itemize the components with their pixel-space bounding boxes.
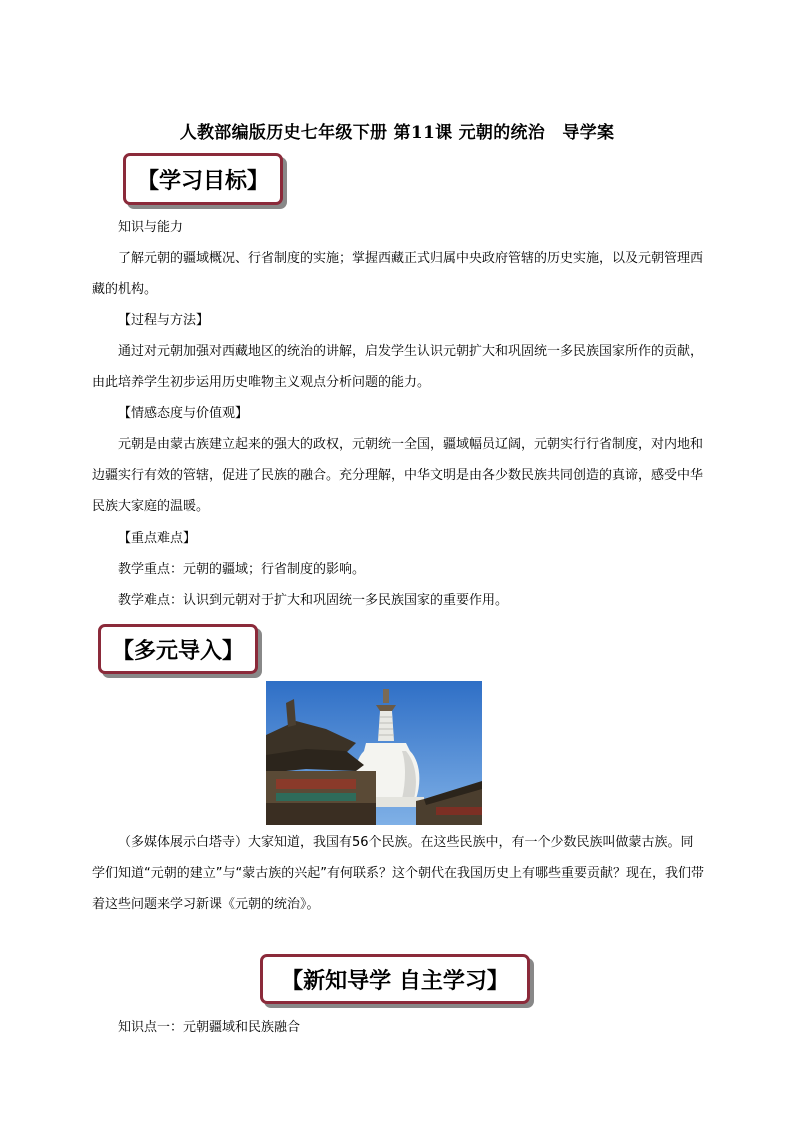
process-text: 通过对元朝加强对西藏地区的统治的讲解，启发学生认识元朝扩大和巩固统一多民族国家所作的贡献，由此培养学生初步运用历史唯物主义观点分析问题的能力。 [92, 344, 704, 390]
knowledge-label: 知识与能力 [118, 220, 184, 235]
knowledge-text: 了解元朝的疆域概况、行省制度的实施；掌握西藏正式归属中央政府管辖的历史实施，以及元朝管理西藏的机构。 [92, 251, 704, 297]
white-pagoda-photo [266, 681, 482, 825]
emotion-text: 元朝是由蒙古族建立起来的强大的政权，元朝统一全国，疆域幅员辽阔，元朝实行行省制度，对内地和边疆实行有效的管辖，促进了民族的融合。充分理解，中华文明是由各少数民族共同创造的真谛，感受中华民族大家庭的温暖。 [92, 437, 704, 514]
key-difficult-label: 【重点难点】 [118, 531, 197, 546]
white-pagoda-icon [266, 681, 482, 825]
knowledge-point-1: 知识点一：元朝疆域和民族融合 [118, 1020, 301, 1035]
study-heading: 【新知导学 自主学习】 [260, 954, 530, 1004]
emotion-label: 【情感态度与价值观】 [118, 406, 249, 421]
difficult-point: 教学难点：认识到元朝对于扩大和巩固统一多民族国家的重要作用。 [118, 593, 509, 608]
goals-heading: 【学习目标】 [123, 153, 283, 205]
intro-heading: 【多元导入】 [98, 624, 258, 674]
process-label: 【过程与方法】 [118, 313, 210, 328]
intro-text: （多媒体展示白塔寺）大家知道，我国有56个民族。在这些民族中，有一个少数民族叫做蒙古族。同学们知道“元朝的建立”与“蒙古族的兴起”有何联系？这个朝代在我国历史上有哪些重要贡献？现在，我们带着这些问题来学习新课《元朝的统治》。 [92, 835, 704, 912]
document-title: 人教部编版历史七年级下册 第11课 元朝的统治 导学案 [179, 123, 615, 143]
key-point: 教学重点：元朝的疆域；行省制度的影响。 [118, 562, 366, 577]
